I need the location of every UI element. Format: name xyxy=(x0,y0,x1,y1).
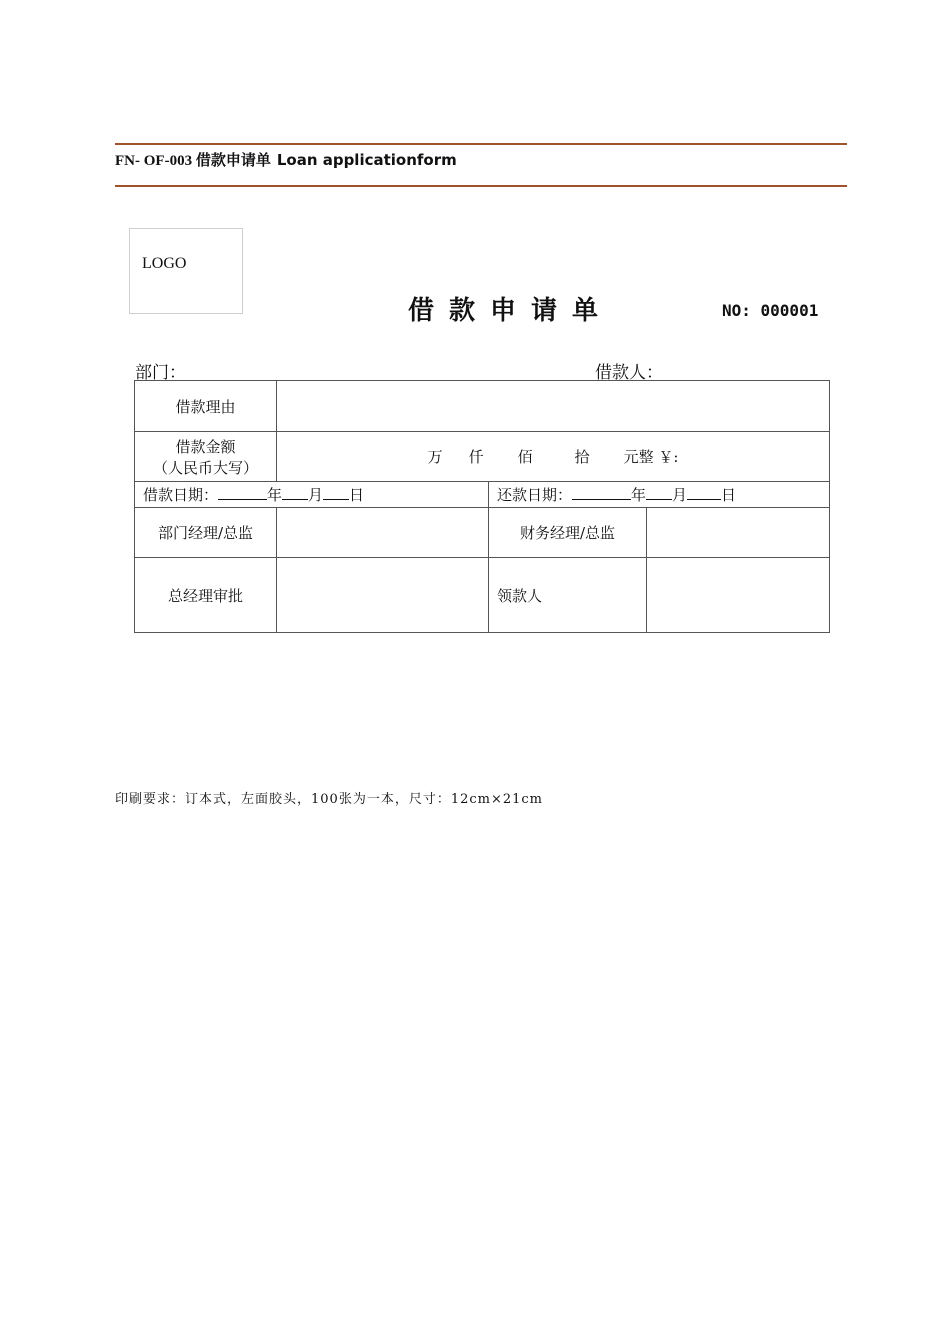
gm-approval-signature[interactable] xyxy=(277,558,489,633)
unit-wan: 万 xyxy=(427,448,443,466)
logo-placeholder xyxy=(129,228,243,314)
date-row xyxy=(135,482,830,508)
unit-shi: 拾 xyxy=(574,448,590,466)
amount-label-line1: 借款金额 xyxy=(175,437,236,456)
dept-manager-signature[interactable] xyxy=(277,508,489,558)
finance-manager-signature[interactable] xyxy=(647,508,830,558)
borrow-date-field[interactable]: 借款日期： 年 月 日 xyxy=(135,482,489,508)
reason-label: 借款理由 xyxy=(135,381,277,432)
return-month-blank[interactable] xyxy=(646,487,672,500)
form-code-header xyxy=(115,149,457,170)
header-rule-bottom xyxy=(115,185,847,187)
amount-row xyxy=(135,432,830,482)
return-date-field[interactable]: 还款日期： 年 月 日 xyxy=(489,482,830,508)
print-requirements: 印刷要求：订本式，左面胶头，100张为一本，尺寸：12cm×21cm xyxy=(115,792,544,807)
amount-label-line2: （人民币大写） xyxy=(152,458,258,477)
loan-form-table xyxy=(134,380,830,633)
gm-approval-label: 总经理审批 xyxy=(135,558,277,633)
borrower-label: 借款人： xyxy=(595,363,663,383)
reason-row xyxy=(135,381,830,432)
form-number: NO: 000001 xyxy=(722,301,819,320)
header-rule-top xyxy=(115,143,847,145)
dept-manager-label: 部门经理/总监 xyxy=(135,508,277,558)
page-title: 借款申请单 xyxy=(408,296,614,326)
unit-bai: 佰 xyxy=(517,448,533,466)
logo-label: LOGO xyxy=(142,255,187,272)
borrow-year-blank[interactable] xyxy=(218,487,267,500)
form-english-title: Loan applicationform xyxy=(276,151,457,169)
amount-field[interactable] xyxy=(277,432,830,482)
return-date-label: 还款日期： xyxy=(497,486,573,504)
amount-label xyxy=(135,432,277,482)
borrow-day-blank[interactable] xyxy=(323,487,349,500)
finance-manager-label: 财务经理/总监 xyxy=(489,508,647,558)
unit-qian: 仟 xyxy=(468,448,484,466)
unit-yuan: 元整 ￥: xyxy=(623,448,679,466)
borrow-date-label: 借款日期： xyxy=(143,486,219,504)
department-label: 部门： xyxy=(135,363,186,383)
form-code: FN- OF-003 借款申请单 xyxy=(115,153,271,169)
approval-row xyxy=(135,558,830,633)
recipient-signature[interactable] xyxy=(647,558,830,633)
manager-row xyxy=(135,508,830,558)
return-day-blank[interactable] xyxy=(687,487,721,500)
reason-field[interactable] xyxy=(277,381,830,432)
recipient-label: 领款人 xyxy=(489,558,647,633)
borrow-month-blank[interactable] xyxy=(282,487,308,500)
return-year-blank[interactable] xyxy=(572,487,631,500)
